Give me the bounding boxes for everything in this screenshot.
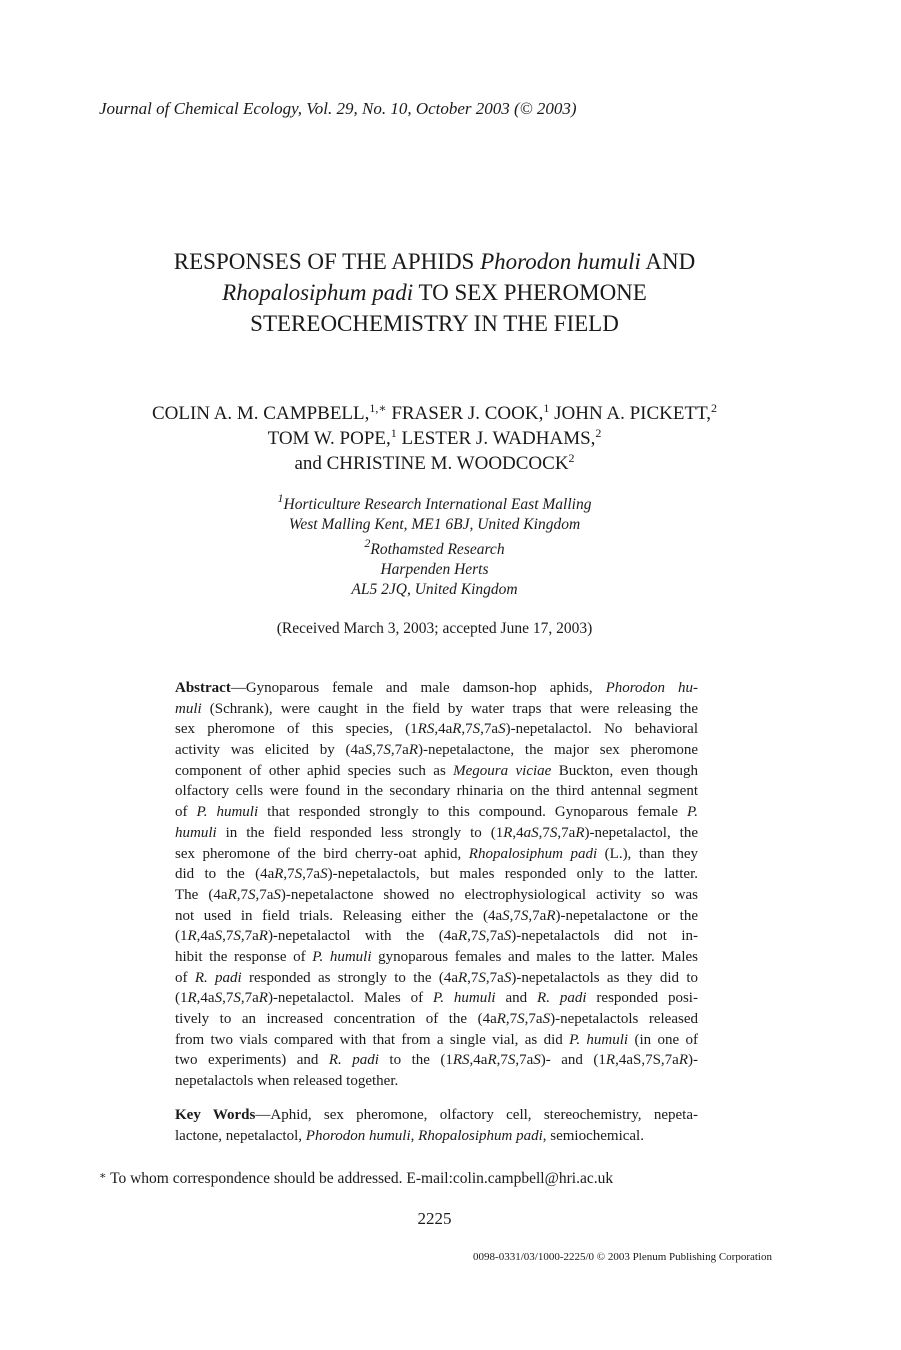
title-line-3: STEREOCHEMISTRY IN THE FIELD	[250, 311, 619, 336]
author-line-2: TOM W. POPE,$^1$ LESTER J. WADHAMS,$^2$	[267, 426, 602, 449]
page-number: 2225	[417, 1209, 452, 1228]
affiliation-1-line-2: West Malling Kent, ME1 6BJ, United Kingdom	[288, 516, 581, 533]
author-list	[0, 401, 869, 476]
key-words-line-2: lactone, nepetalactol, Phorodon humuli, Rhopalosiphum padi, semiochemical.	[175, 1127, 644, 1144]
author-line-3: and CHRISTINE M. WOODCOCK$^2$	[294, 451, 575, 474]
affiliation-1	[0, 491, 869, 535]
abstract-line: hibit the response of P. humuli gynoparous females and males to the latter. Males	[175, 948, 698, 965]
affiliation-2-line-3: AL5 2JQ, United Kingdom	[351, 581, 518, 598]
abstract-line: Abstract—Gynoparous female and male damson-hop aphids, Phorodon hu-	[175, 680, 698, 696]
affiliation-2	[0, 536, 869, 600]
key-words-line-1: Key Words—Aphid, sex pheromone, olfactory cell, stereochemistry, nepeta-	[175, 1107, 698, 1123]
correspondence-footnote: ∗ To whom correspondence should be addressed. E-mail:colin.campbell@hri.ac.uk	[99, 1170, 614, 1187]
abstract-line: (1R,4aS,7S,7aR)-nepetalactol with the (4aR,7S,7aS)-nepetalactols did not in-	[175, 928, 698, 945]
affiliation-1-line-1: $^1$Horticulture Research International East Malling	[277, 491, 592, 513]
received-dates: (Received March 3, 2003; accepted June 17, 2003)	[276, 620, 593, 637]
abstract-line: tively to an increased concentration of the (4aR,7S,7aS)-nepetalactols released	[175, 1011, 698, 1027]
affiliation-2-line-1: $^2$Rothamsted Research	[364, 536, 505, 558]
abstract-line: (1R,4aS,7S,7aR)-nepetalactol. Males of P. humuli and R. padi responded posi-	[175, 990, 698, 1007]
abstract-line: component of other aphid species such as Megoura viciae Buckton, even though	[175, 762, 698, 779]
affiliation-2-line-2: Harpenden Herts	[380, 561, 489, 578]
abstract-line: of P. humuli that responded strongly to this compound. Gynoparous female P.	[175, 804, 698, 821]
abstract-line: of R. padi responded as strongly to the (4aR,7S,7aS)-nepetalactols as they did to	[175, 969, 698, 986]
abstract-heading: Abstract	[175, 680, 231, 696]
title-line-2: Rhopalosiphum padi TO SEX PHEROMONE	[222, 280, 647, 305]
paper-title	[0, 246, 869, 339]
abstract-line: sex pheromone of this species, (1RS,4aR,7S,7aS)-nepetalactol. No behavioral	[175, 721, 699, 738]
abstract-line: nepetalactols when released together.	[175, 1073, 399, 1090]
title-line-1: RESPONSES OF THE APHIDS Phorodon humuli AND	[173, 249, 696, 274]
abstract-line: olfactory cells were found in the secondary rhinaria on the third antennal segment	[175, 783, 698, 800]
abstract-line: humuli in the field responded less strongly to (1R,4aS,7S,7aR)-nepetalactol, the	[175, 824, 698, 841]
key-words	[175, 1105, 698, 1146]
key-words-heading: Key Words	[175, 1107, 256, 1123]
abstract-line: did to the (4aR,7S,7aS)-nepetalactols, but males responded only to the latter.	[175, 866, 698, 883]
abstract-line: The (4aR,7S,7aS)-nepetalactone showed no electrophysiological activity so was	[175, 886, 698, 903]
abstract-line: activity was elicited by (4aS,7S,7aR)-nepetalactone, the major sex pheromone	[175, 742, 698, 759]
abstract-line: from two vials compared with that from a single vial, as did P. humuli (in one of	[175, 1031, 698, 1048]
abstract-line: muli (Schrank), were caught in the field by water traps that were releasing the	[175, 700, 698, 717]
abstract-line: not used in field trials. Releasing either the (4aS,7S,7aR)-nepetalactone or the	[175, 907, 698, 924]
journal-header: Journal of Chemical Ecology, Vol. 29, No. 10, October 2003 (© 2003)	[99, 99, 577, 118]
author-line-1: COLIN A. M. CAMPBELL,$^{1,∗}$ FRASER J. COOK,$^1$ JOHN A. PICKETT,$^2$	[151, 401, 718, 424]
abstract-line: two experiments) and R. padi to the (1RS,4aR,7S,7aS)- and (1R,4aS,7S,7aR)-	[175, 1052, 698, 1069]
abstract	[175, 678, 698, 1092]
abstract-line: sex pheromone of the bird cherry-oat aphid, Rhopalosiphum padi (L.), than they	[175, 845, 698, 862]
copyright-line: 0098-0331/03/1000-2225/0 © 2003 Plenum Publishing Corporation	[473, 1251, 772, 1263]
